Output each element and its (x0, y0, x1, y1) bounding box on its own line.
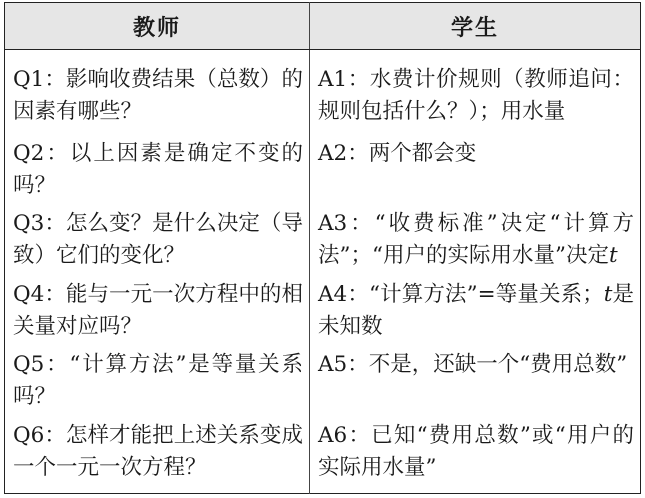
answer-text: A2：两个都会变 (318, 140, 477, 166)
student-answer (310, 347, 641, 418)
teacher-question (5, 418, 310, 493)
table-row (5, 277, 641, 348)
answer-variable: t (608, 243, 618, 269)
teacher-question (5, 50, 310, 136)
table-row (5, 347, 641, 418)
answer-text: A1：水费计价规则（教师追问：规则包括什么？）；用水量 (318, 67, 634, 124)
table-row (5, 136, 641, 207)
table-row (5, 418, 641, 493)
teacher-question (5, 347, 310, 418)
teacher-column-header: 教师 (5, 3, 310, 50)
student-answer (310, 136, 641, 207)
student-answer (310, 277, 641, 348)
teacher-question (5, 206, 310, 277)
answer-variable: t (603, 281, 613, 307)
table-row (5, 50, 641, 136)
question-text: Q4：能与一元一次方程中的相关量对应吗？ (13, 281, 303, 339)
answer-text: A4：“计算方法”=等量关系； (318, 281, 604, 307)
answer-text-tail: 是未知数 (318, 281, 634, 339)
teacher-student-dialog-table (4, 2, 641, 494)
student-answer (310, 206, 641, 277)
question-text: Q1：影响收费结果（总数）的因素有哪些？ (13, 67, 303, 124)
table-header-row (5, 3, 641, 50)
answer-text: A3：“收费标准”决定“计算方法”；“用户的实际用水量”决定 (318, 211, 634, 269)
student-column-header: 学生 (310, 3, 641, 50)
teacher-question (5, 136, 310, 207)
question-text: Q5：“计算方法”是等量关系吗？ (13, 352, 303, 410)
student-answer (310, 50, 641, 136)
question-text: Q3：怎么变？是什么决定（导致）它们的变化？ (13, 211, 303, 269)
teacher-question (5, 277, 310, 348)
question-text: Q2：以上因素是确定不变的吗？ (13, 140, 303, 198)
answer-text: A6：已知“费用总数”或“用户的实际用水量” (318, 423, 634, 481)
student-answer (310, 418, 641, 493)
answer-text: A5：不是，还缺一个“费用总数” (318, 352, 628, 378)
question-text: Q6：怎样才能把上述关系变成一个一元一次方程？ (13, 423, 303, 481)
table-row (5, 206, 641, 277)
